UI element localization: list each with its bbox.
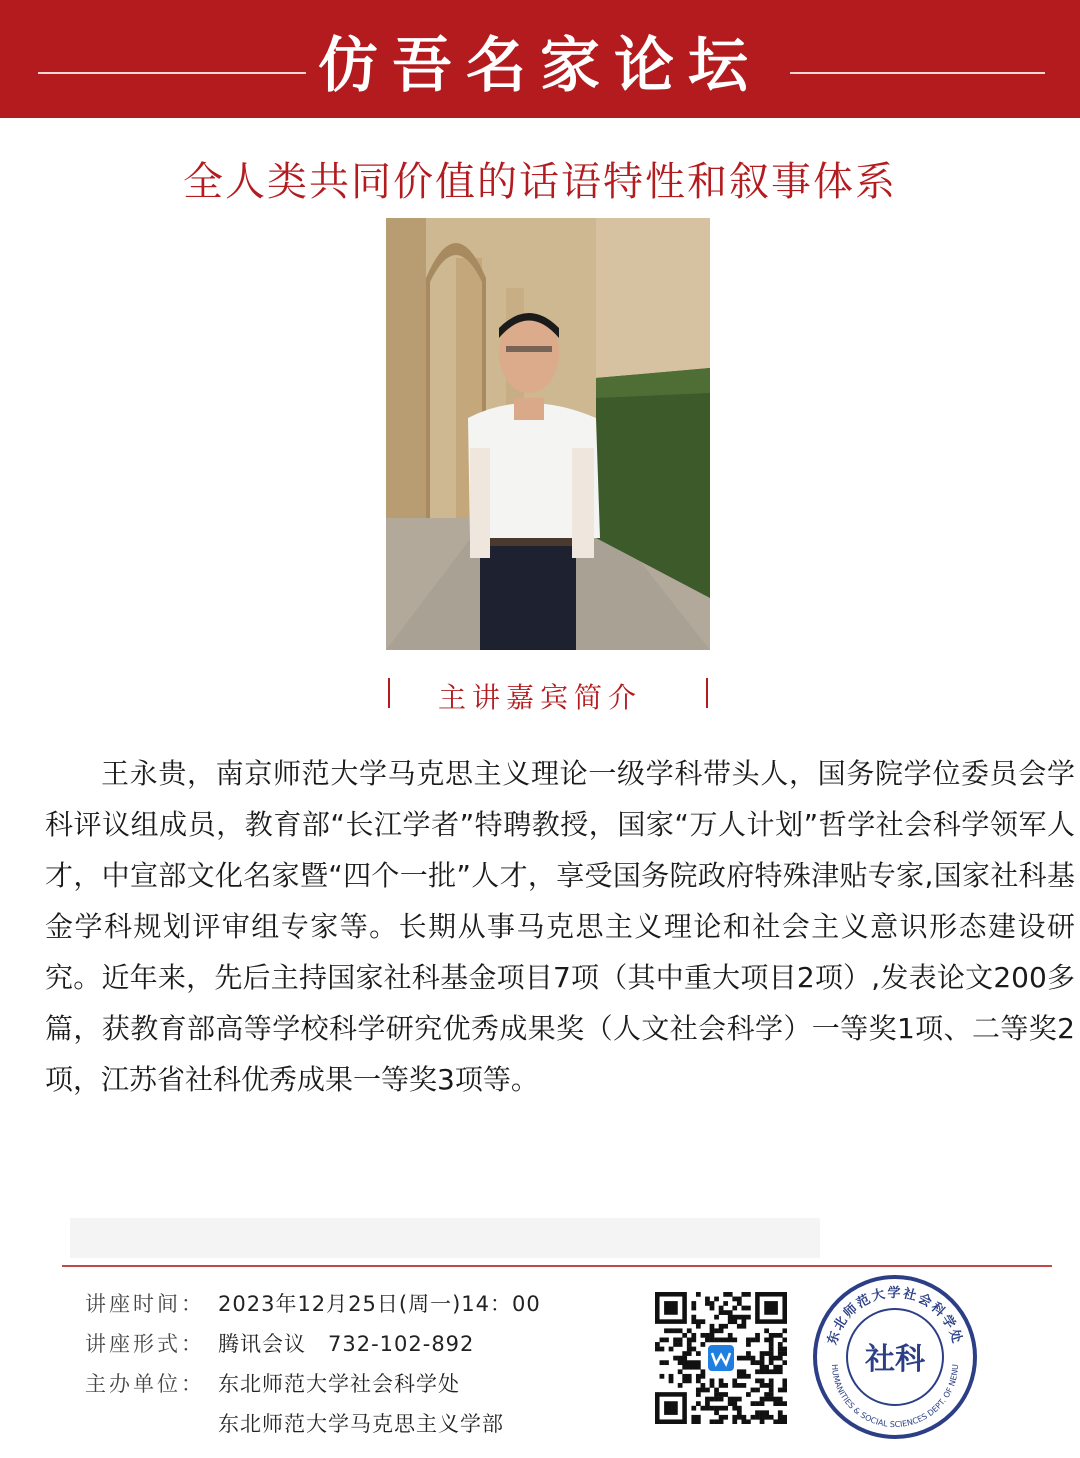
decorative-strip xyxy=(70,1218,820,1258)
host-label: 主办单位： xyxy=(85,1372,205,1396)
guest-intro-title: 主讲嘉宾简介 xyxy=(437,681,642,714)
time-value: 2023年12月25日(周一)14：00 xyxy=(218,1292,541,1316)
time-label: 讲座时间： xyxy=(85,1292,205,1316)
info-row-format xyxy=(85,1328,645,1368)
qr-code-icon xyxy=(655,1292,787,1424)
lecture-info xyxy=(85,1288,645,1448)
tencent-meeting-logo-icon xyxy=(707,1344,735,1372)
guest-intro-heading xyxy=(0,674,1080,714)
speaker-photo xyxy=(386,218,710,650)
format-value: 腾讯会议 732-102-892 xyxy=(218,1332,475,1356)
header-banner xyxy=(0,0,1080,118)
footer-divider xyxy=(62,1265,1052,1267)
seal-logo-icon xyxy=(810,1272,980,1442)
host-value-2: 东北师范大学马克思主义学部 xyxy=(218,1412,504,1436)
info-row-host xyxy=(85,1368,645,1408)
lecture-title: 全人类共同价值的话语特性和叙事体系 xyxy=(183,159,897,205)
seal-center: 社科 xyxy=(865,1342,925,1377)
qr-code[interactable] xyxy=(655,1292,787,1424)
speaker-photo-icon xyxy=(386,218,710,650)
department-seal xyxy=(810,1272,980,1442)
speaker-bio: 王永贵，南京师范大学马克思主义理论一级学科带头人，国务院学位委员会学科评议组成员，教育部“长江学者”特聘教授，国家“万人计划”哲学社会科学领军人才，中宣部文化名家暨“四个一批”人才，享受国务院政府特殊津贴专家,国家社科基金学科规划评审组专家等。长期从事马克思主义理论和社会主义意识形态建设研究。近年来，先后主持国家社科基金项目7项（其中重大项目2项）,发表论文200多篇，获教育部高等学校科学研究优秀成果奖（人文社会科学）一等奖1项、二等奖2项，江苏省社科优秀成果一等奖3项等。 xyxy=(45,757,1075,1096)
seal-ring-en: HUMANITIES & SOCIAL SCIENCES DEPT. OF NENU xyxy=(829,1363,961,1430)
host-value-1: 东北师范大学社会科学处 xyxy=(218,1372,460,1396)
info-row-time xyxy=(85,1288,645,1328)
forum-title: 仿吾名家论坛 xyxy=(318,31,762,101)
info-row-host-2 xyxy=(85,1408,645,1448)
seal-ring-cn: 东北师范大学社会科学处 xyxy=(825,1286,965,1347)
format-label: 讲座形式： xyxy=(85,1332,205,1356)
